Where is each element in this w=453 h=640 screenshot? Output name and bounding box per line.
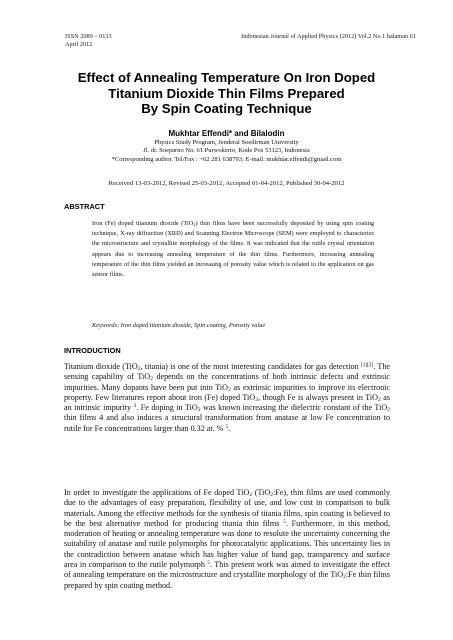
citation: 5 [207,560,210,567]
citation: [1][2] [360,362,374,368]
text-run: thin films 4 and also induces a structural transformation from anatase at low Fe concentration to rutile for Fe concentrations larger than 0.32 at. % [64,413,390,433]
issue-date: April 2012 [65,41,93,48]
citation: 5 [283,518,286,525]
subscript: 2 [197,407,201,414]
introduction-heading: INTRODUCTION [64,346,121,355]
abstract-text [92,219,374,280]
subscript: 2 [227,386,231,393]
introduction-paragraph-1 [64,362,390,434]
authors: Mukhtar Effendi* and Bilalodin [168,129,285,138]
text-run: as an intrinsic impurity [64,392,391,413]
subscript: 2 [249,492,253,498]
text-run: depends on the concentrations of both intrinsic defects and extrinsic impurities. Many dopants have been put into TiO [64,372,390,392]
citation: 3 [133,403,137,410]
issn: ISSN 2089 – 0133 [65,33,112,40]
subscript: 2 [343,574,346,581]
subscript: 2 [377,396,381,403]
text-run: . This present work was aimed to investigate the effect of annealing temperature on the microstructure and crystallite morphology of the TiO [64,560,390,580]
affiliation-line: Jl. dr. Soeparno No. 61 Purwokerto, Kode Pos 53123, Indonesia [143,147,310,155]
subscript: 2 [387,407,390,414]
affiliation [40,139,413,164]
text-run: . Furthermore, in this method, moderation of heating or annealing temperature was done to resolute the uncertainty concerning the suitability of anatase and rutile polymorphs for photocatalytic applications. This uncertainty lies in the contradiction between anatase which has higher value of band gap, transparency and surface area in comparison to the rutile polymorph [64,518,390,570]
introduction-paragraph-2 [64,488,390,591]
running-header-journal: Indonesian Journal of Applied Physics (2012) Vol.2 No.1 halaman 61 [241,33,416,40]
text-run: , titania) is one of the most interesting candidates for gas detection [140,362,361,371]
text-run: . [228,423,231,433]
abstract-text-part: ) thin films have been successfully deposited by using spin coating technique, X-ray diffraction (XRD) and Scanning Electron Microscope (SEM) were employed to characterize the microstructure and crystallite morphology of the films. It was indicated that the rutile crystal orientation appears due to increasing annealing temperature of the thin films. Furthermore, increasing annealing temperature of the thin films yielded an increasing of porosity value which is related to the application on gas sensor films. [92,220,374,279]
abstract-text-part: Iron (Fe) doped titanium dioxide (TiO [92,220,194,227]
subscript: 2 [137,366,141,372]
text-run: . Fe doping in TiO [136,403,198,413]
text-run: . The sensing capability of TiO [64,362,390,382]
received-dates: Received 13-03-2012, Revised 25-03-2012, Accepted 01-04-2012, Published 30-04-2012 [108,180,345,187]
subscript: 2 [193,222,196,227]
abstract-heading: ABSTRACT [64,202,105,211]
text-run: :Fe thin films prepared by spin coating method. [64,570,390,590]
subscript: 2 [255,396,258,403]
affiliation-line: Physics Study Program, Jenderal Soedirman University [154,139,299,146]
running-header-left [65,33,112,49]
citation: 5 [225,423,229,430]
subscript: 2 [270,492,274,498]
text-run: :Fe), thin films are used commonly due to the advantages of easy preparation, flexibility of use, and low cost in comparison to bulk materials. Among the effective methods for the synthesis of titania films, spin coating is believed to be the best alternative method for producing titania thin films [64,488,390,528]
text-run: In order to investigate the applications of Fe doped TiO [64,488,250,497]
corresponding-author: *Corresponding author. Tel/Fax : +62 281 638793; E-mail: mukhtar.effendi@gmail.com [111,155,342,163]
text-run: , though Fe is always present in TiO [257,392,378,402]
text-run: was known increasing the dielectric constant of the TiO [200,403,388,413]
text-run: (TiO [252,488,271,497]
title-line: By Spin Coating Technique [141,101,312,116]
paper-title [40,70,413,117]
subscript: 2 [150,376,153,383]
text-run: Titanium dioxide (TiO [64,362,138,371]
text-run: as extrinsic impurities to improve its electronic property. Few literatures report about iron (Fe) doped TiO [64,382,391,402]
title-line: Titanium Dioxide Thin Films Prepared [108,85,345,101]
title-line: Effect of Annealing Temperature On Iron Doped [77,70,376,85]
keywords: Keywords: Iron doped titanium dioxide, Spin coating, Porosity value [92,322,266,329]
